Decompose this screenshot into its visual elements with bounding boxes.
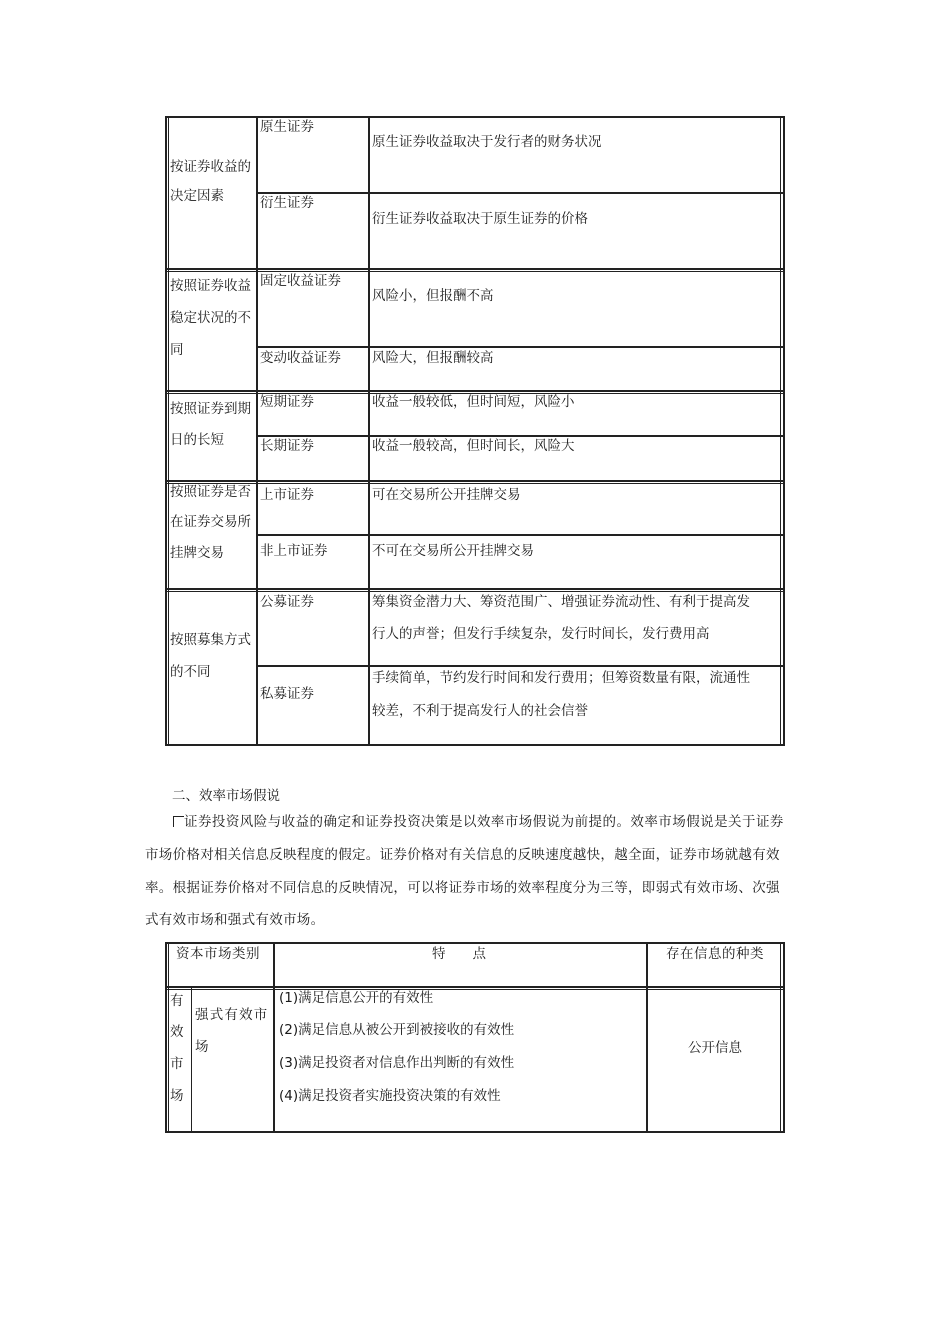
- feature-item: (4)满足投资者实施投资决策的有效性: [279, 1088, 501, 1104]
- security-description: 风险大，但报酬较高: [372, 350, 494, 366]
- outer-label: 有: [170, 993, 184, 1009]
- security-type: 非上市证券: [260, 543, 328, 559]
- security-description: 较差，不利于提高发行人的社会信誉: [372, 703, 588, 719]
- feature-item: (1)满足信息公开的有效性: [279, 990, 434, 1006]
- group-label: 挂牌交易: [170, 545, 224, 561]
- header-category: 资本市场类别: [176, 946, 260, 962]
- security-type: 上市证券: [260, 487, 314, 503]
- outer-label: 市: [170, 1056, 184, 1072]
- group-label: 按照募集方式: [170, 632, 251, 648]
- paragraph-line: 市场价格对相关信息反映程度的假定。证券价格对有关信息的反映速度越快，越全面，证券市场就越有效: [145, 847, 780, 863]
- group-label: 决定因素: [170, 188, 224, 204]
- security-description: 筹集资金潜力大、筹资范围广、增强证券流动性、有利于提高发: [372, 594, 750, 610]
- security-description: 行人的声誉；但发行手续复杂，发行时间长，发行费用高: [372, 626, 710, 642]
- security-type: 私募证券: [260, 686, 314, 702]
- security-type: 变动收益证券: [260, 350, 341, 366]
- group-label: 稳定状况的不: [170, 310, 251, 326]
- security-description: 收益一般较低，但时间短，风险小: [372, 394, 575, 410]
- group-label: 按证券收益的: [170, 159, 251, 175]
- security-description: 风险小，但报酬不高: [372, 288, 494, 304]
- header-features: 特 点: [432, 946, 486, 962]
- security-description: 原生证券收益取决于发行者的财务状况: [372, 134, 602, 150]
- security-type: 公募证券: [260, 594, 314, 610]
- group-label: 的不同: [170, 664, 211, 680]
- paragraph-line: 式有效市场和强式有效市场。: [145, 912, 325, 928]
- group-label: 按照证券收益: [170, 278, 251, 294]
- security-type: 原生证券: [260, 119, 314, 135]
- security-description: 收益一般较高，但时间长，风险大: [372, 438, 575, 454]
- group-label: 按照证券到期: [170, 401, 251, 417]
- inner-label: 强式有效市: [195, 1007, 269, 1023]
- outer-label: 场: [170, 1088, 184, 1104]
- security-description: 手续简单，节约发行时间和发行费用；但筹资数量有限，流通性: [372, 670, 750, 686]
- paragraph-line: 率。根据证券价格对不同信息的反映情况，可以将证券市场的效率程度分为三等，即弱式有效市场、次强: [145, 880, 780, 896]
- security-description: 不可在交易所公开挂牌交易: [372, 543, 534, 559]
- security-description: 衍生证券收益取决于原生证券的价格: [372, 211, 588, 227]
- security-type: 短期证券: [260, 394, 314, 410]
- group-label: 按照证券是否: [170, 484, 251, 500]
- security-description: 可在交易所公开挂牌交易: [372, 487, 521, 503]
- security-type: 固定收益证券: [260, 273, 341, 289]
- security-type: 衍生证券: [260, 195, 314, 211]
- section-heading: 二、效率市场假说: [172, 788, 280, 804]
- feature-item: (3)满足投资者对信息作出判断的有效性: [279, 1055, 515, 1071]
- info-type-value: 公开信息: [688, 1040, 742, 1056]
- inner-label: 场: [195, 1039, 209, 1055]
- group-label: 在证券交易所: [170, 514, 251, 530]
- group-label: 同: [170, 342, 184, 358]
- outer-label: 效: [170, 1024, 184, 1040]
- security-type: 长期证券: [260, 438, 314, 454]
- group-label: 日的长短: [170, 432, 224, 448]
- feature-item: (2)满足信息从被公开到被接收的有效性: [279, 1022, 515, 1038]
- header-info-type: 存在信息的种类: [666, 946, 764, 962]
- paragraph-line: 证券投资风险与收益的确定和证券投资决策是以效率市场假说为前提的。效率市场假说是关于证券: [184, 814, 784, 830]
- paragraph-mark: [173, 816, 184, 827]
